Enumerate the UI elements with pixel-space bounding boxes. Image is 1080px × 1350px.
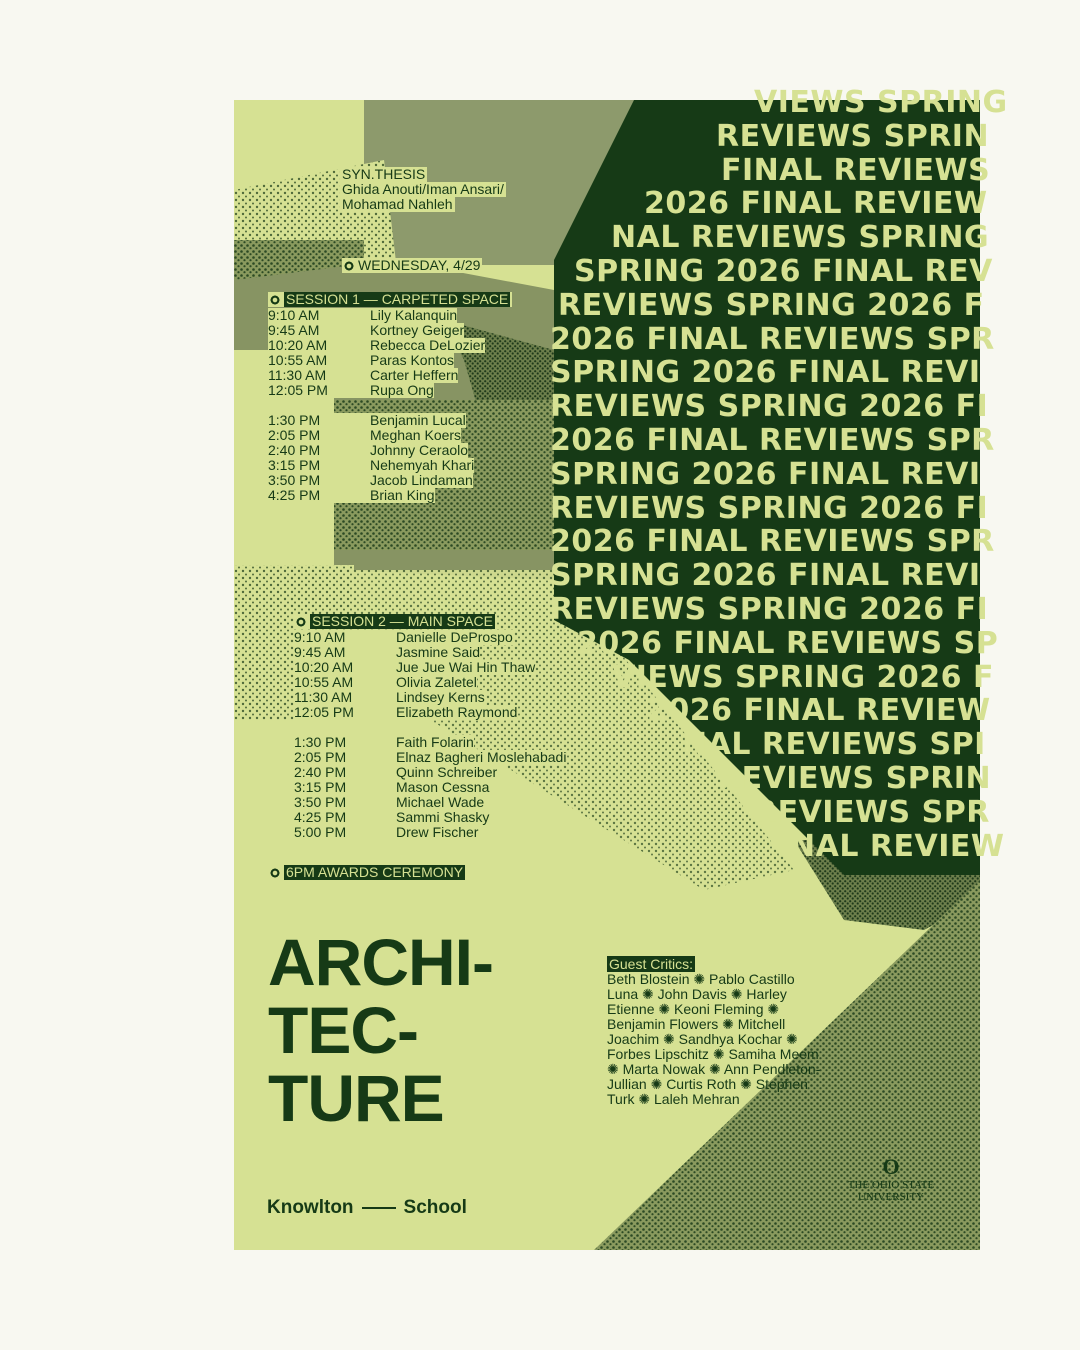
schedule-student: Quinn Schreiber [396, 764, 498, 780]
schedule-row [294, 645, 566, 660]
schedule-row [294, 630, 566, 645]
marquee-line: 2026 FINAL REVIEWS SPR [550, 423, 995, 458]
session-2-heading: SESSION 2 — MAIN SPACE [312, 613, 494, 629]
schedule-time: 11:30 AM [294, 690, 396, 705]
school-wordmark [267, 1197, 467, 1219]
marquee-line: REVIEWS SPRIN [718, 761, 992, 796]
schedule-student: Rupa Ong [370, 382, 434, 398]
schedule-student: Benjamin Lucal [370, 412, 466, 428]
awards-text: 6PM AWARDS CEREMONY [286, 864, 464, 880]
schedule-row [268, 428, 512, 443]
schedule-row [294, 780, 566, 795]
marquee-line: REVIEWS SPRING 2026 F [558, 287, 985, 323]
schedule-student: Jue Jue Wai Hin Thaw [396, 659, 536, 675]
schedule-time: 3:50 PM [294, 795, 396, 810]
wordmark-rule [362, 1207, 396, 1209]
session-1 [268, 292, 512, 503]
thesis-note [340, 167, 506, 212]
wordmark-right: School [403, 1197, 467, 1218]
schedule-row [268, 338, 512, 353]
session-1-morning-list [268, 308, 512, 398]
schedule-time: 10:55 AM [294, 675, 396, 690]
bullet-icon [344, 261, 354, 271]
marquee-line: REVIEWS SPRIN [716, 118, 990, 154]
schedule-time: 1:30 PM [268, 413, 370, 428]
schedule-row [294, 750, 566, 765]
schedule-student: Elnaz Bagheri Moslehabadi [396, 749, 567, 765]
marquee-line: VIEWS SPRING 2026 F [612, 659, 994, 695]
university-logo [836, 1155, 946, 1203]
schedule-student: Elizabeth Raymond [396, 704, 518, 720]
session-1-afternoon-list [268, 413, 512, 503]
marquee-line: NAL REVIEWS SPI [682, 727, 986, 763]
schedule-row [268, 443, 512, 458]
schedule-time: 1:30 PM [294, 735, 396, 750]
marquee-line: SPRING 2026 FINAL REV [574, 254, 993, 289]
schedule-row [268, 353, 512, 368]
schedule-row [268, 383, 512, 398]
schedule-time: 4:25 PM [268, 488, 370, 503]
schedule-student: Lily Kalanquin [370, 307, 458, 323]
marquee-line: SPRING 2026 FINAL REVI [550, 558, 981, 594]
schedule-time: 12:05 PM [268, 383, 370, 398]
schedule-student: Michael Wade [396, 794, 485, 810]
awards [270, 865, 465, 880]
marquee-line: REVIEWS SPRING 2026 FI [550, 490, 989, 526]
university-line-1: THE OHIO STATE [847, 1179, 935, 1191]
schedule-student: Faith Folarin [396, 734, 474, 750]
guest-critics [607, 957, 822, 1107]
schedule-student: Nehemyah Khari [370, 457, 475, 473]
schedule-student: Lindsey Kerns [396, 689, 485, 705]
session-2-morning-list [294, 630, 566, 720]
schedule-row [268, 308, 512, 323]
schedule-student: Paras Kontos [370, 352, 455, 368]
session-2 [294, 614, 566, 840]
block-o-icon: O [882, 1154, 900, 1179]
title-line-3: TURE [268, 1061, 444, 1135]
marquee-line: FINAL REVIEWS [721, 152, 991, 188]
schedule-time: 9:10 AM [294, 630, 396, 645]
schedule-time: 12:05 PM [294, 705, 396, 720]
schedule-time: 10:20 AM [294, 660, 396, 675]
schedule-row [268, 488, 512, 503]
schedule-row [294, 660, 566, 675]
schedule-student: Brian King [370, 487, 435, 503]
schedule-row [294, 690, 566, 705]
university-line-2: UNIVERSITY [858, 1191, 924, 1203]
marquee-line: NAL REVIEW [790, 828, 1005, 864]
date-text: WEDNESDAY, 4/29 [358, 257, 481, 273]
title-line-1: ARCHI- [268, 925, 493, 999]
marquee-line: REVIEWS SPRING 2026 FI [550, 592, 989, 627]
schedule-student: Johnny Ceraolo [370, 442, 469, 458]
schedule-row [268, 458, 512, 473]
marquee-line: SPRING 2026 FINAL REVI [550, 355, 981, 391]
schedule-student: Meghan Koers [370, 427, 462, 443]
schedule-time: 10:55 AM [268, 353, 370, 368]
schedule-row [268, 323, 512, 338]
architecture-title [268, 925, 493, 1135]
schedule-row [268, 368, 512, 383]
date-heading [342, 258, 482, 273]
poster [234, 85, 1008, 1250]
schedule-time: 2:05 PM [268, 428, 370, 443]
schedule-time: 11:30 AM [268, 368, 370, 383]
marquee-line: 2026 FINAL REVIEW [644, 186, 988, 222]
schedule-student: Kortney Geiger [370, 322, 465, 338]
schedule-row [294, 675, 566, 690]
schedule-student: Mason Cessna [396, 779, 490, 795]
schedule-time: 2:40 PM [294, 765, 396, 780]
schedule-student: Rebecca DeLozier [370, 337, 486, 353]
marquee-line: NAL REVIEWS SPRING [611, 220, 990, 256]
schedule-time: 3:15 PM [268, 458, 370, 473]
marquee-line: 2026 FINAL REVIEWS SP [577, 625, 999, 661]
schedule-row [294, 735, 566, 750]
bullet-icon [270, 868, 280, 878]
schedule-time: 3:15 PM [294, 780, 396, 795]
thesis-label: SYN.THESIS [342, 166, 426, 182]
thesis-advisors-line2: Mohamad Nahleh [342, 196, 453, 212]
marquee-line: REVIEWS SPR [754, 794, 990, 830]
schedule-student: Jacob Lindaman [370, 472, 473, 488]
schedule-row [294, 795, 566, 810]
bullet-icon [270, 295, 280, 305]
guest-critics-names: Beth Blostein ✺ Pablo Castillo Luna ✺ John Davis ✺ Harley Etienne ✺ Keoni Fleming ✺ Benjamin Flowers ✺ Mitchell Joachim ✺ Sandhya Kochar ✺ Forbes Lipschitz ✺ Samiha Meem ✺ Marta Nowak ✺ Ann Pendleton-Jullian ✺ Curtis Roth ✺ Stephen Turk ✺ Laleh Mehran [607, 971, 821, 1107]
marquee-line: SPRING 2026 FINAL REVI [550, 456, 981, 492]
schedule-time: 2:05 PM [294, 750, 396, 765]
schedule-time: 9:45 AM [268, 323, 370, 338]
schedule-row [294, 810, 566, 825]
schedule-student: Jasmine Said [396, 644, 481, 660]
session-1-heading: SESSION 1 — CARPETED SPACE [286, 291, 509, 307]
schedule-student: Olivia Zaletel [396, 674, 477, 690]
session-2-afternoon-list [294, 735, 566, 840]
schedule-student: Carter Heffern [370, 367, 459, 383]
schedule-row [268, 473, 512, 488]
schedule-row [294, 765, 566, 780]
marquee-line: 2026 FINAL REVIEW [647, 693, 991, 729]
schedule-time: 9:45 AM [294, 645, 396, 660]
schedule-row [294, 705, 566, 720]
wordmark-left: Knowlton [267, 1197, 354, 1218]
thesis-advisors-line1: Ghida Anouti/Iman Ansari/ [342, 181, 504, 197]
guest-critics-label: Guest Critics: [609, 956, 694, 972]
marquee-line: VIEWS SPRING [754, 85, 1008, 120]
schedule-student: Sammi Shasky [396, 809, 490, 825]
schedule-time: 5:00 PM [294, 825, 396, 840]
schedule-row [294, 825, 566, 840]
schedule-time: 4:25 PM [294, 810, 396, 825]
schedule-student: Drew Fischer [396, 824, 479, 840]
marquee-line: 2026 FINAL REVIEWS SPR [550, 321, 995, 357]
schedule-row [268, 413, 512, 428]
schedule-time: 3:50 PM [268, 473, 370, 488]
schedule-time: 2:40 PM [268, 443, 370, 458]
schedule-time: 10:20 AM [268, 338, 370, 353]
schedule-time: 9:10 AM [268, 308, 370, 323]
marquee-line: REVIEWS SPRING 2026 FI [550, 389, 989, 425]
marquee-line: 2026 FINAL REVIEWS SPR [550, 524, 995, 560]
title-line-2: TEC- [268, 993, 418, 1067]
bullet-icon [296, 617, 306, 627]
schedule-student: Danielle DeProspo [396, 629, 513, 645]
